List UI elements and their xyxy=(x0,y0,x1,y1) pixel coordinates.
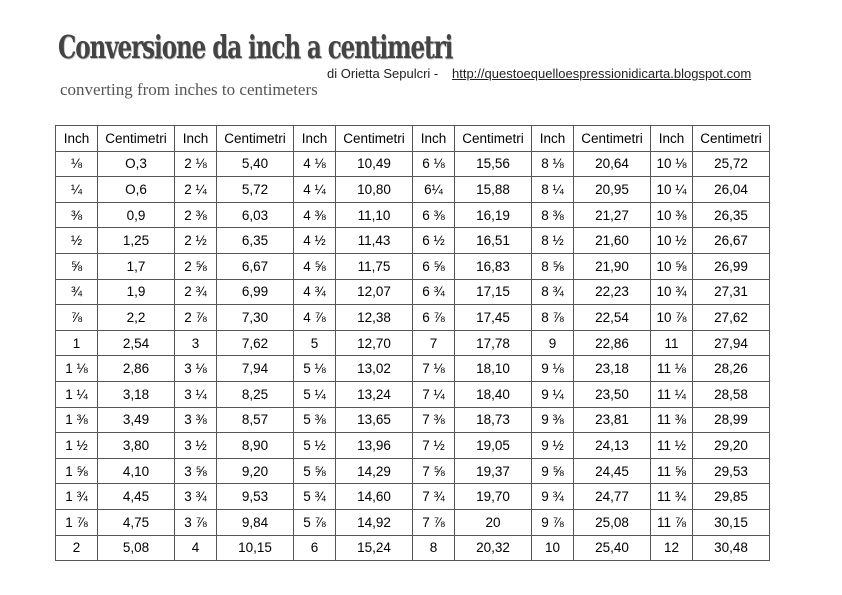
centimetri-cell: 9,20 xyxy=(217,458,294,484)
centimetri-cell: 12,70 xyxy=(336,330,413,356)
inch-cell: 5 ⅜ xyxy=(294,407,336,433)
centimetri-cell: 0,9 xyxy=(98,202,175,228)
centimetri-cell: 19,05 xyxy=(455,433,532,459)
centimetri-cell: 4,10 xyxy=(98,458,175,484)
column-header-inch: Inch xyxy=(651,126,693,152)
inch-cell: 11 xyxy=(651,330,693,356)
centimetri-cell: 30,15 xyxy=(693,509,770,535)
inch-cell: 10 ⅞ xyxy=(651,305,693,331)
inch-cell: 3 ⅛ xyxy=(175,356,217,382)
inch-cell: 10 ½ xyxy=(651,228,693,254)
inch-cell: 6 ½ xyxy=(413,228,455,254)
inch-cell: 9 ⅛ xyxy=(532,356,574,382)
centimetri-cell: 5,40 xyxy=(217,151,294,177)
inch-cell: 11 ⅝ xyxy=(651,458,693,484)
centimetri-cell: 23,81 xyxy=(574,407,651,433)
centimetri-cell: 20,95 xyxy=(574,177,651,203)
table-row xyxy=(56,433,770,459)
centimetri-cell: 26,04 xyxy=(693,177,770,203)
centimetri-cell: 24,13 xyxy=(574,433,651,459)
centimetri-cell: 11,43 xyxy=(336,228,413,254)
centimetri-cell: 14,60 xyxy=(336,484,413,510)
centimetri-cell: 12,07 xyxy=(336,279,413,305)
centimetri-cell: 23,50 xyxy=(574,381,651,407)
table-row xyxy=(56,484,770,510)
inch-cell: 10 ¾ xyxy=(651,279,693,305)
centimetri-cell: 1,25 xyxy=(98,228,175,254)
inch-cell: 9 ¾ xyxy=(532,484,574,510)
table-header-row xyxy=(56,126,770,152)
centimetri-cell: 17,78 xyxy=(455,330,532,356)
centimetri-cell: 22,86 xyxy=(574,330,651,356)
inch-cell: 1 ⅜ xyxy=(56,407,98,433)
conversion-table xyxy=(55,125,770,561)
centimetri-cell: 19,37 xyxy=(455,458,532,484)
inch-cell: 11 ¼ xyxy=(651,381,693,407)
column-header-centimetri: Centimetri xyxy=(455,126,532,152)
centimetri-cell: O,6 xyxy=(98,177,175,203)
centimetri-cell: 26,67 xyxy=(693,228,770,254)
centimetri-cell: 25,72 xyxy=(693,151,770,177)
inch-cell: 1 ¼ xyxy=(56,381,98,407)
inch-cell: 9 ⅝ xyxy=(532,458,574,484)
inch-cell: 6 ⅝ xyxy=(413,253,455,279)
inch-cell: 4 ⅛ xyxy=(294,151,336,177)
centimetri-cell: 16,51 xyxy=(455,228,532,254)
inch-cell: 8 ⅜ xyxy=(532,202,574,228)
centimetri-cell: 28,58 xyxy=(693,381,770,407)
table-row xyxy=(56,253,770,279)
page-subtitle: converting from inches to centimeters xyxy=(60,80,318,99)
inch-cell: ¼ xyxy=(56,177,98,203)
centimetri-cell: 28,99 xyxy=(693,407,770,433)
inch-cell: ¾ xyxy=(56,279,98,305)
inch-cell: 4 xyxy=(175,535,217,561)
inch-cell: 5 ⅝ xyxy=(294,458,336,484)
inch-cell: 3 ⅜ xyxy=(175,407,217,433)
inch-cell: 5 ⅛ xyxy=(294,356,336,382)
centimetri-cell: 10,80 xyxy=(336,177,413,203)
inch-cell: 2 ½ xyxy=(175,228,217,254)
column-header-centimetri: Centimetri xyxy=(98,126,175,152)
inch-cell: ⅞ xyxy=(56,305,98,331)
centimetri-cell: 6,99 xyxy=(217,279,294,305)
inch-cell: 7 ⅝ xyxy=(413,458,455,484)
author-credit: di Orietta Sepulcri - xyxy=(327,66,439,81)
centimetri-cell: 3,49 xyxy=(98,407,175,433)
inch-cell: 2 ⅝ xyxy=(175,253,217,279)
table-row xyxy=(56,279,770,305)
inch-cell: 9 ½ xyxy=(532,433,574,459)
inch-cell: 7 ¼ xyxy=(413,381,455,407)
centimetri-cell: 9,84 xyxy=(217,509,294,535)
inch-cell: 1 xyxy=(56,330,98,356)
table-row xyxy=(56,458,770,484)
centimetri-cell: 26,99 xyxy=(693,253,770,279)
centimetri-cell: 29,20 xyxy=(693,433,770,459)
table-row xyxy=(56,381,770,407)
inch-cell: 3 ⅝ xyxy=(175,458,217,484)
inch-cell: ⅜ xyxy=(56,202,98,228)
inch-cell: 8 xyxy=(413,535,455,561)
column-header-inch: Inch xyxy=(175,126,217,152)
centimetri-cell: 9,53 xyxy=(217,484,294,510)
inch-cell: 9 ¼ xyxy=(532,381,574,407)
inch-cell: 4 ¼ xyxy=(294,177,336,203)
inch-cell: 1 ⅞ xyxy=(56,509,98,535)
table-row xyxy=(56,535,770,561)
centimetri-cell: 18,10 xyxy=(455,356,532,382)
centimetri-cell: 21,27 xyxy=(574,202,651,228)
inch-cell: 1 ⅝ xyxy=(56,458,98,484)
centimetri-cell: 3,18 xyxy=(98,381,175,407)
column-header-centimetri: Centimetri xyxy=(217,126,294,152)
inch-cell: 4 ⅞ xyxy=(294,305,336,331)
inch-cell: 6 ⅞ xyxy=(413,305,455,331)
inch-cell: 5 ¾ xyxy=(294,484,336,510)
centimetri-cell: 17,45 xyxy=(455,305,532,331)
inch-cell: 10 ¼ xyxy=(651,177,693,203)
centimetri-cell: 5,72 xyxy=(217,177,294,203)
inch-cell: ⅝ xyxy=(56,253,98,279)
inch-cell: 6 ⅜ xyxy=(413,202,455,228)
centimetri-cell: 1,7 xyxy=(98,253,175,279)
centimetri-cell: 22,23 xyxy=(574,279,651,305)
column-header-inch: Inch xyxy=(56,126,98,152)
inch-cell: 7 xyxy=(413,330,455,356)
centimetri-cell: 21,90 xyxy=(574,253,651,279)
centimetri-cell: 8,25 xyxy=(217,381,294,407)
centimetri-cell: 4,45 xyxy=(98,484,175,510)
inch-cell: 6 ⅛ xyxy=(413,151,455,177)
centimetri-cell: 13,96 xyxy=(336,433,413,459)
inch-cell: 6 xyxy=(294,535,336,561)
inch-cell: 4 ⅝ xyxy=(294,253,336,279)
centimetri-cell: 27,94 xyxy=(693,330,770,356)
centimetri-cell: 29,53 xyxy=(693,458,770,484)
centimetri-cell: 22,54 xyxy=(574,305,651,331)
inch-cell: 1 ⅛ xyxy=(56,356,98,382)
centimetri-cell: 13,65 xyxy=(336,407,413,433)
centimetri-cell: 8,90 xyxy=(217,433,294,459)
table-row xyxy=(56,228,770,254)
inch-cell: 7 ⅞ xyxy=(413,509,455,535)
inch-cell: 11 ⅜ xyxy=(651,407,693,433)
inch-cell: 3 ½ xyxy=(175,433,217,459)
centimetri-cell: 2,2 xyxy=(98,305,175,331)
centimetri-cell: 24,77 xyxy=(574,484,651,510)
inch-cell: 9 ⅞ xyxy=(532,509,574,535)
table-row xyxy=(56,407,770,433)
column-header-centimetri: Centimetri xyxy=(574,126,651,152)
inch-cell: 3 ¾ xyxy=(175,484,217,510)
inch-cell: 2 ⅛ xyxy=(175,151,217,177)
centimetri-cell: 28,26 xyxy=(693,356,770,382)
inch-cell: 8 ⅛ xyxy=(532,151,574,177)
inch-cell: 7 ¾ xyxy=(413,484,455,510)
centimetri-cell: 26,35 xyxy=(693,202,770,228)
inch-cell: 10 ⅛ xyxy=(651,151,693,177)
column-header-centimetri: Centimetri xyxy=(336,126,413,152)
inch-cell: 7 ⅜ xyxy=(413,407,455,433)
centimetri-cell: 18,40 xyxy=(455,381,532,407)
centimetri-cell: 12,38 xyxy=(336,305,413,331)
centimetri-cell: 29,85 xyxy=(693,484,770,510)
centimetri-cell: 15,24 xyxy=(336,535,413,561)
centimetri-cell: 14,92 xyxy=(336,509,413,535)
column-header-centimetri: Centimetri xyxy=(693,126,770,152)
centimetri-cell: 16,83 xyxy=(455,253,532,279)
page-title: Conversione da inch a centimetri xyxy=(58,28,453,66)
inch-cell: 5 ¼ xyxy=(294,381,336,407)
inch-cell: 5 ½ xyxy=(294,433,336,459)
centimetri-cell: 11,75 xyxy=(336,253,413,279)
inch-cell: 6¼ xyxy=(413,177,455,203)
column-header-inch: Inch xyxy=(532,126,574,152)
inch-cell: 3 xyxy=(175,330,217,356)
centimetri-cell: 27,62 xyxy=(693,305,770,331)
inch-cell: 3 ¼ xyxy=(175,381,217,407)
inch-cell: 4 ¾ xyxy=(294,279,336,305)
column-header-inch: Inch xyxy=(294,126,336,152)
table-row xyxy=(56,330,770,356)
centimetri-cell: 10,49 xyxy=(336,151,413,177)
column-header-inch: Inch xyxy=(413,126,455,152)
centimetri-cell: 6,67 xyxy=(217,253,294,279)
centimetri-cell: 17,15 xyxy=(455,279,532,305)
centimetri-cell: 19,70 xyxy=(455,484,532,510)
centimetri-cell: 7,94 xyxy=(217,356,294,382)
centimetri-cell: 3,80 xyxy=(98,433,175,459)
inch-cell: 11 ⅛ xyxy=(651,356,693,382)
table-row xyxy=(56,305,770,331)
inch-cell: 9 ⅜ xyxy=(532,407,574,433)
inch-cell: ½ xyxy=(56,228,98,254)
table-row xyxy=(56,509,770,535)
inch-cell: 4 ½ xyxy=(294,228,336,254)
inch-cell: 10 ⅜ xyxy=(651,202,693,228)
centimetri-cell: 6,03 xyxy=(217,202,294,228)
centimetri-cell: 16,19 xyxy=(455,202,532,228)
inch-cell: 8 ½ xyxy=(532,228,574,254)
centimetri-cell: 25,08 xyxy=(574,509,651,535)
inch-cell: 9 xyxy=(532,330,574,356)
centimetri-cell: 5,08 xyxy=(98,535,175,561)
inch-cell: 2 ⅜ xyxy=(175,202,217,228)
centimetri-cell: 24,45 xyxy=(574,458,651,484)
inch-cell: 2 ¾ xyxy=(175,279,217,305)
centimetri-cell: 13,24 xyxy=(336,381,413,407)
centimetri-cell: 25,40 xyxy=(574,535,651,561)
inch-cell: 1 ¾ xyxy=(56,484,98,510)
table-row xyxy=(56,151,770,177)
table-row xyxy=(56,202,770,228)
inch-cell: 4 ⅜ xyxy=(294,202,336,228)
inch-cell: 7 ⅛ xyxy=(413,356,455,382)
centimetri-cell: O,3 xyxy=(98,151,175,177)
inch-cell: 8 ⅝ xyxy=(532,253,574,279)
centimetri-cell: 20,64 xyxy=(574,151,651,177)
centimetri-cell: 27,31 xyxy=(693,279,770,305)
centimetri-cell: 20,32 xyxy=(455,535,532,561)
inch-cell: 7 ½ xyxy=(413,433,455,459)
centimetri-cell: 7,62 xyxy=(217,330,294,356)
inch-cell: 11 ¾ xyxy=(651,484,693,510)
centimetri-cell: 10,15 xyxy=(217,535,294,561)
centimetri-cell: 4,75 xyxy=(98,509,175,535)
centimetri-cell: 11,10 xyxy=(336,202,413,228)
inch-cell: 11 ⅞ xyxy=(651,509,693,535)
centimetri-cell: 21,60 xyxy=(574,228,651,254)
inch-cell: 3 ⅞ xyxy=(175,509,217,535)
centimetri-cell: 1,9 xyxy=(98,279,175,305)
centimetri-cell: 8,57 xyxy=(217,407,294,433)
inch-cell: 12 xyxy=(651,535,693,561)
inch-cell: 5 ⅞ xyxy=(294,509,336,535)
centimetri-cell: 15,56 xyxy=(455,151,532,177)
inch-cell: 10 ⅝ xyxy=(651,253,693,279)
centimetri-cell: 18,73 xyxy=(455,407,532,433)
inch-cell: 8 ¾ xyxy=(532,279,574,305)
inch-cell: 5 xyxy=(294,330,336,356)
table-row xyxy=(56,177,770,203)
centimetri-cell: 30,48 xyxy=(693,535,770,561)
centimetri-cell: 7,30 xyxy=(217,305,294,331)
centimetri-cell: 6,35 xyxy=(217,228,294,254)
centimetri-cell: 2,54 xyxy=(98,330,175,356)
inch-cell: 8 ¼ xyxy=(532,177,574,203)
centimetri-cell: 2,86 xyxy=(98,356,175,382)
inch-cell: 8 ⅞ xyxy=(532,305,574,331)
inch-cell: 11 ½ xyxy=(651,433,693,459)
inch-cell: 2 ¼ xyxy=(175,177,217,203)
inch-cell: 2 ⅞ xyxy=(175,305,217,331)
blog-link[interactable]: http://questoequelloespressionidicarta.blogspot.com xyxy=(452,66,752,81)
centimetri-cell: 14,29 xyxy=(336,458,413,484)
inch-cell: 2 xyxy=(56,535,98,561)
inch-cell: 1 ½ xyxy=(56,433,98,459)
centimetri-cell: 23,18 xyxy=(574,356,651,382)
table-row xyxy=(56,356,770,382)
centimetri-cell: 20 xyxy=(455,509,532,535)
inch-cell: 6 ¾ xyxy=(413,279,455,305)
centimetri-cell: 15,88 xyxy=(455,177,532,203)
inch-cell: ⅛ xyxy=(56,151,98,177)
inch-cell: 10 xyxy=(532,535,574,561)
centimetri-cell: 13,02 xyxy=(336,356,413,382)
